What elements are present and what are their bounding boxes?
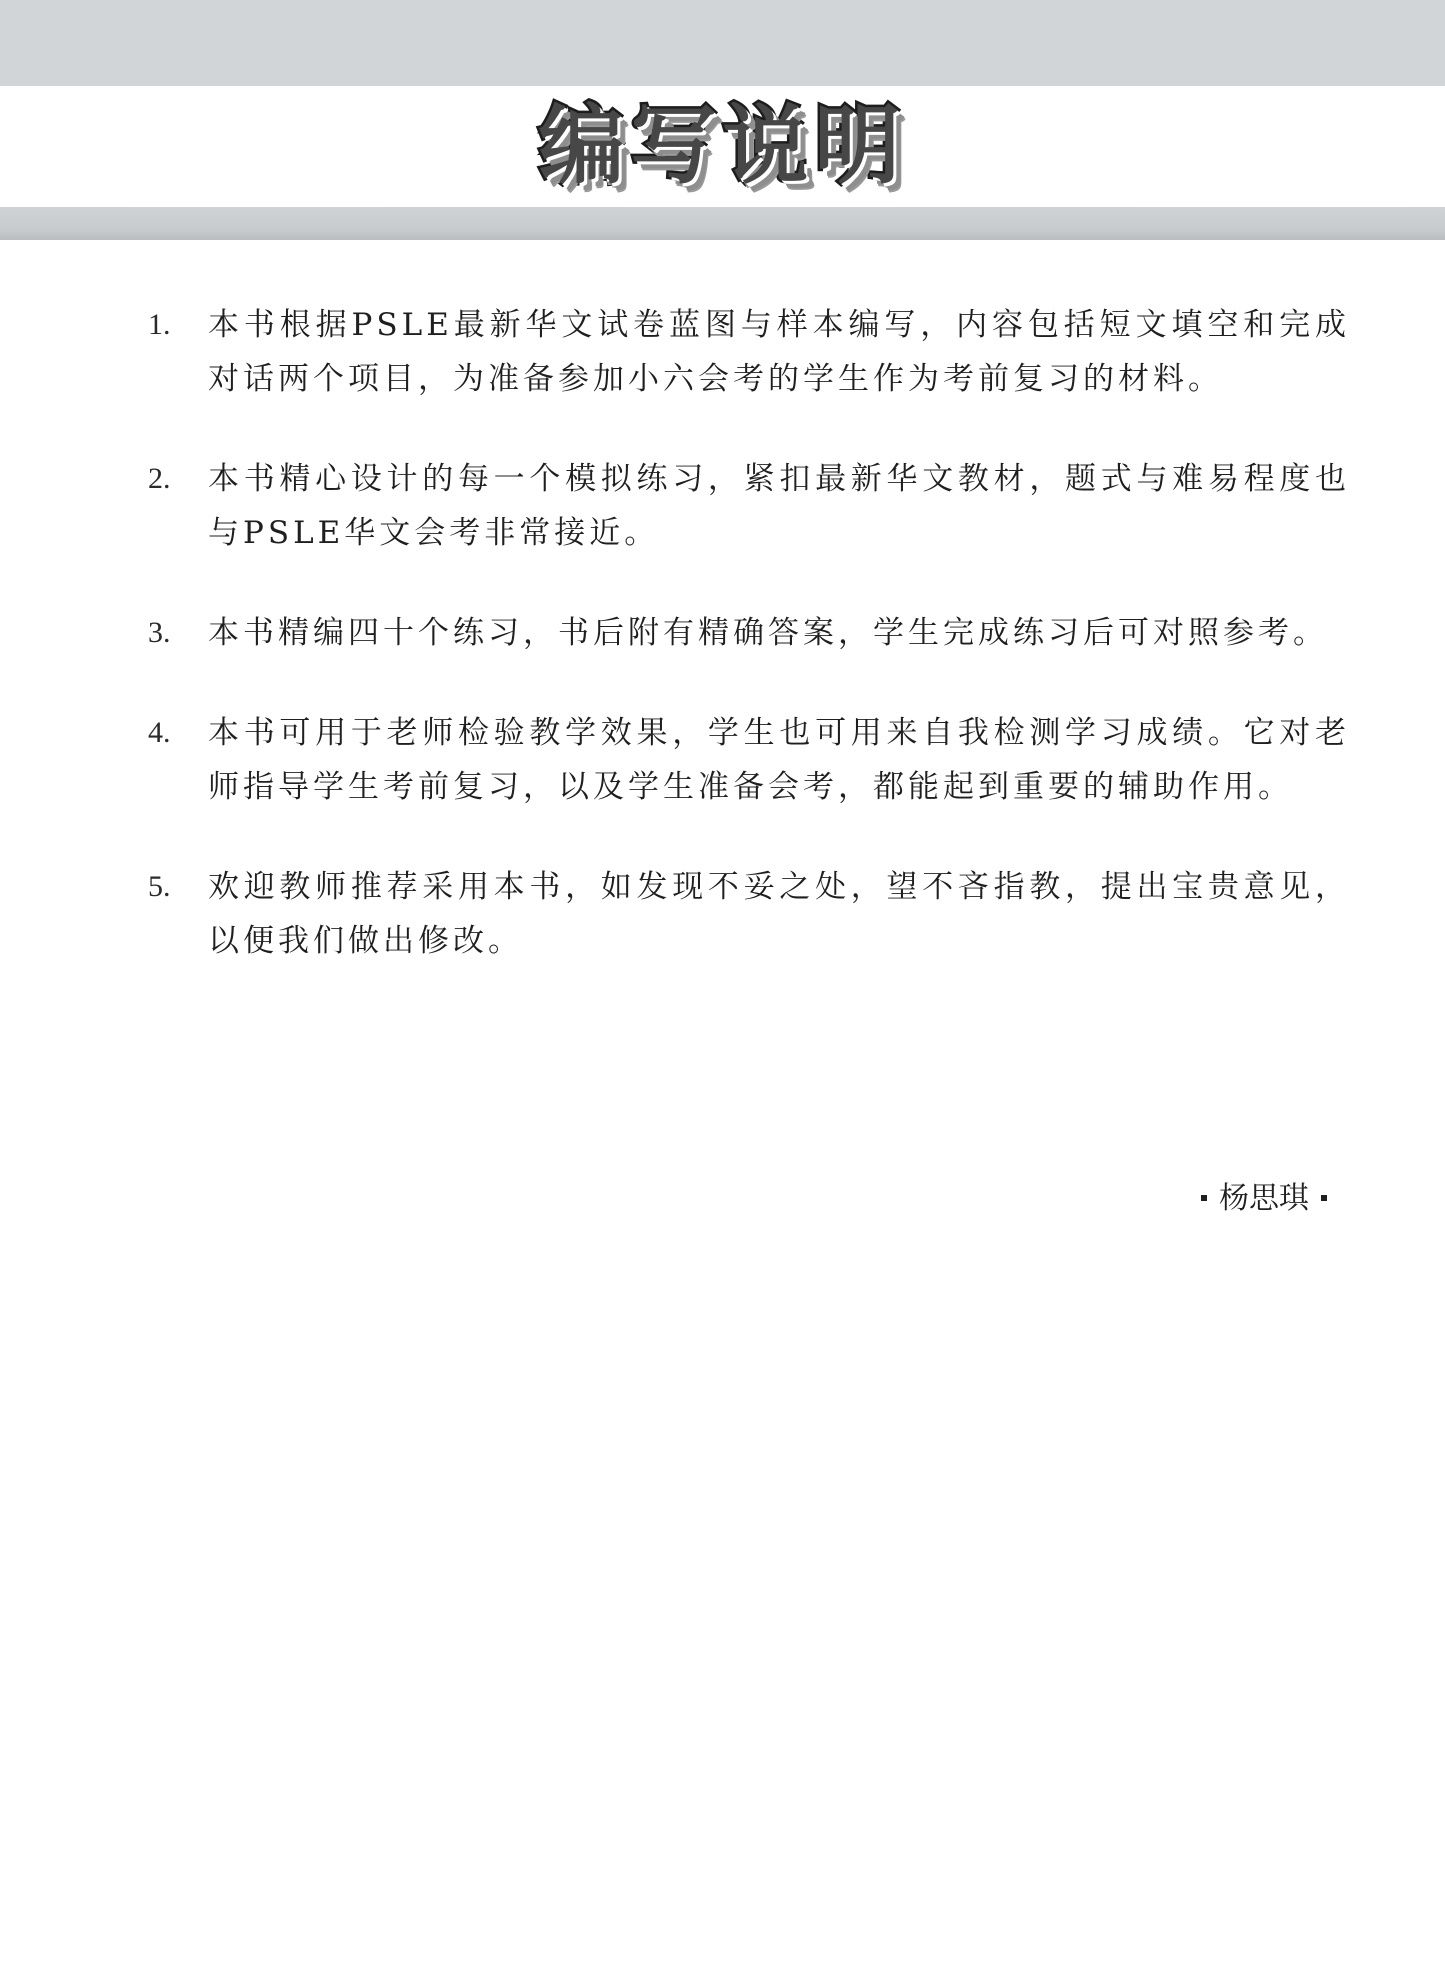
- header-top-band: [0, 0, 1445, 86]
- note-item-4: [145, 706, 1350, 814]
- author-name: 杨思琪: [1219, 1181, 1309, 1216]
- note-item-5: [145, 860, 1350, 968]
- note-text: 本书精心设计的每一个模拟练习，紧扣最新华文教材，题式与难易程度也与PSLE华文会考非常接近。: [208, 461, 1350, 551]
- note-number: 2.: [148, 462, 171, 495]
- note-number: 3.: [148, 616, 171, 649]
- note-number: 1.: [148, 308, 171, 341]
- bullet-dot-icon: [1321, 1195, 1327, 1201]
- note-item-1: [145, 298, 1350, 406]
- note-text: 本书精编四十个练习，书后附有精确答案，学生完成练习后可对照参考。: [208, 615, 1328, 651]
- note-item-3: [145, 606, 1350, 660]
- header-bottom-band: [0, 207, 1445, 240]
- page-title: [0, 96, 1445, 196]
- author-signature: [1189, 1172, 1339, 1226]
- page-title-text: 编写说明: [538, 96, 907, 196]
- note-text: 欢迎教师推荐采用本书，如发现不妥之处，望不吝指教，提出宝贵意见，以便我们做出修改。: [208, 869, 1350, 959]
- note-number: 5.: [148, 870, 171, 903]
- note-text: 本书根据PSLE最新华文试卷蓝图与样本编写，内容包括短文填空和完成对话两个项目，为准备参加小六会考的学生作为考前复习的材料。: [208, 307, 1350, 397]
- note-item-2: [145, 452, 1350, 560]
- bullet-dot-icon: [1201, 1195, 1207, 1201]
- note-text: 本书可用于老师检验教学效果，学生也可用来自我检测学习成绩。它对老师指导学生考前复习，以及学生准备会考，都能起到重要的辅助作用。: [208, 715, 1350, 805]
- note-number: 4.: [148, 716, 171, 749]
- notes-list: [145, 298, 1350, 1014]
